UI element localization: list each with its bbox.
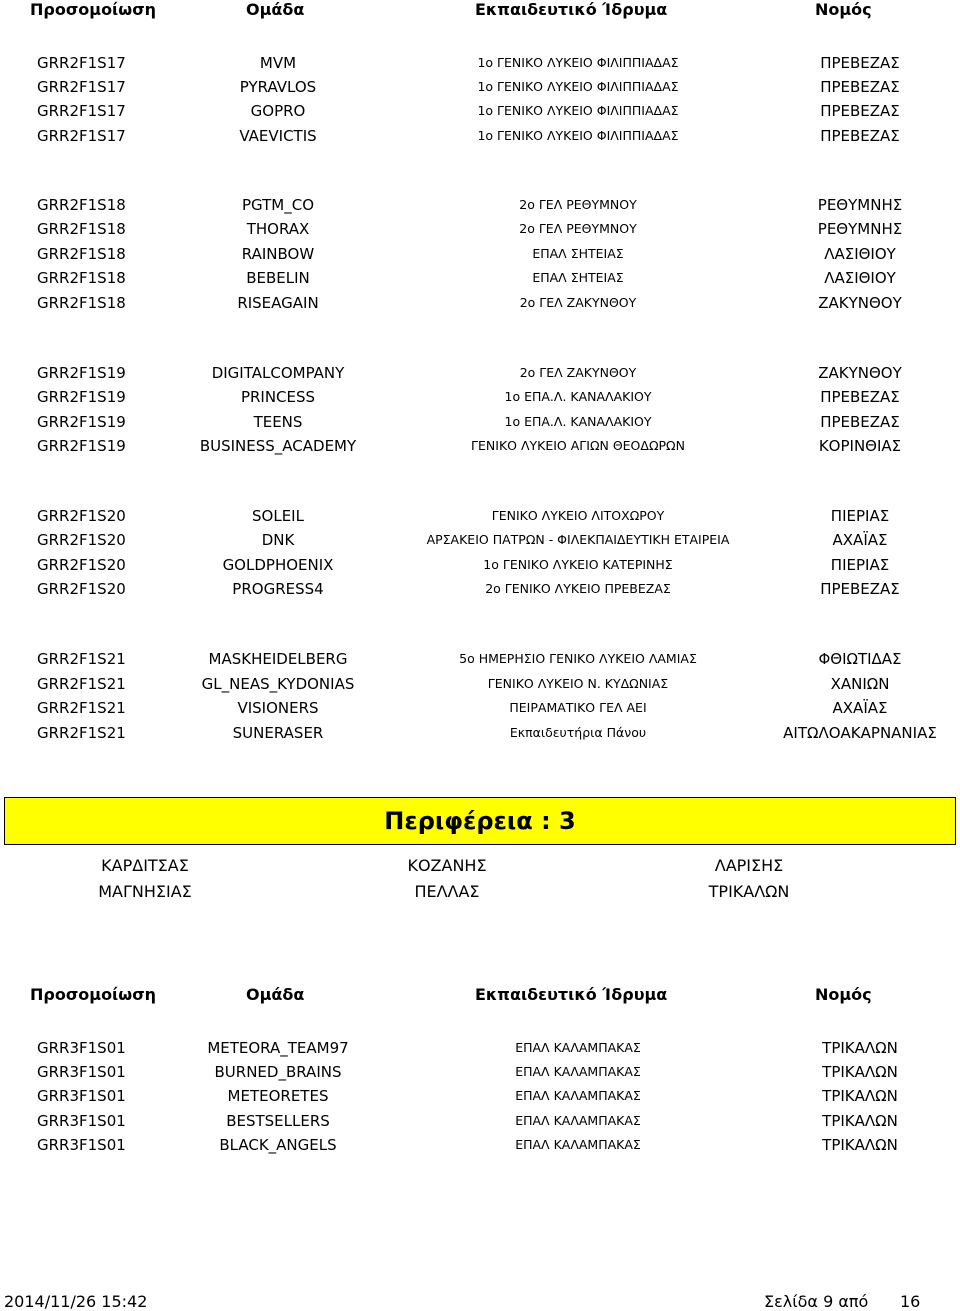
cell-team: VISIONERS — [237, 699, 319, 717]
cell-team: RISEAGAIN — [237, 294, 319, 312]
cell-prefecture: ΤΡΙΚΑΛΩΝ — [822, 1039, 898, 1057]
cell-team: VAEVICTIS — [239, 127, 317, 145]
cell-prefecture: ΠΙΕΡΙΑΣ — [830, 507, 890, 525]
cell-team: RAINBOW — [241, 245, 315, 263]
cell-team: BEBELIN — [246, 269, 310, 287]
cell-simulation: GRR2F1S19 — [37, 388, 126, 406]
cell-prefecture: ΛΑΣΙΘΙΟΥ — [824, 269, 896, 287]
cell-team: METEORA_TEAM97 — [207, 1039, 349, 1057]
prefecture-name: ΤΡΙΚΑΛΩΝ — [708, 882, 790, 901]
cell-prefecture: ΠΡΕΒΕΖΑΣ — [820, 78, 900, 96]
prefecture-name: ΚΑΡΔΙΤΣΑΣ — [101, 856, 189, 875]
table-row — [0, 52, 960, 76]
cell-prefecture: ΠΡΕΒΕΖΑΣ — [820, 127, 900, 145]
cell-team: DNK — [261, 531, 295, 549]
prefectures-row — [0, 881, 960, 905]
cell-simulation: GRR2F1S20 — [37, 531, 126, 549]
cell-simulation: GRR2F1S21 — [37, 675, 126, 693]
table-row — [0, 554, 960, 578]
cell-team: METEORETES — [227, 1087, 329, 1105]
footer-page-total: 16 — [900, 1292, 921, 1311]
cell-prefecture: ΑΙΤΩΛΟΑΚΑΡΝΑΝΙΑΣ — [783, 724, 937, 742]
cell-school: 2ο ΓΕΛ ΡΕΘΥΜΝΟΥ — [519, 221, 637, 236]
cell-simulation: GRR2F1S21 — [37, 650, 126, 668]
table-row — [0, 1110, 960, 1134]
cell-prefecture: ΖΑΚΥΝΘΟΥ — [818, 364, 902, 382]
cell-simulation: GRR2F1S18 — [37, 220, 126, 238]
cell-simulation: GRR2F1S18 — [37, 196, 126, 214]
cell-simulation: GRR3F1S01 — [37, 1039, 126, 1057]
table-row — [0, 648, 960, 672]
table-row — [0, 386, 960, 410]
cell-team: BURNED_BRAINS — [214, 1063, 342, 1081]
cell-team: GL_NEAS_KYDONIAS — [201, 675, 355, 693]
table-row — [0, 218, 960, 242]
cell-simulation: GRR2F1S21 — [37, 699, 126, 717]
cell-simulation: GRR2F1S17 — [37, 127, 126, 145]
cell-prefecture: ΠΙΕΡΙΑΣ — [830, 556, 890, 574]
column-header-school: Εκπαιδευτικό Ίδρυμα — [475, 985, 668, 1004]
cell-simulation: GRR2F1S18 — [37, 269, 126, 287]
prefecture-name: ΛΑΡΙΣΗΣ — [714, 856, 784, 875]
column-header-school: Εκπαιδευτικό Ίδρυμα — [475, 0, 668, 19]
table-row — [0, 76, 960, 100]
table-header — [0, 0, 960, 22]
cell-prefecture: ΖΑΚΥΝΘΟΥ — [818, 294, 902, 312]
cell-team: DIGITALCOMPANY — [211, 364, 345, 382]
cell-school: 1ο ΓΕΝΙΚΟ ΛΥΚΕΙΟ ΦΙΛΙΠΠΙΑΔΑΣ — [477, 79, 679, 94]
table-header — [0, 985, 960, 1007]
prefectures-row — [0, 855, 960, 879]
cell-simulation: GRR2F1S20 — [37, 556, 126, 574]
table-row — [0, 505, 960, 529]
cell-simulation: GRR2F1S20 — [37, 507, 126, 525]
table-row — [0, 1134, 960, 1158]
table-row — [0, 1037, 960, 1061]
cell-prefecture: ΠΡΕΒΕΖΑΣ — [820, 580, 900, 598]
cell-school: 2ο ΓΕΛ ΖΑΚΥΝΘΟΥ — [519, 365, 637, 380]
table-row — [0, 578, 960, 602]
region-title: Περιφέρεια : 3 — [384, 807, 576, 835]
cell-school: 2ο ΓΕΛ ΖΑΚΥΝΘΟΥ — [519, 295, 637, 310]
cell-school: 1ο ΓΕΝΙΚΟ ΛΥΚΕΙΟ ΦΙΛΙΠΠΙΑΔΑΣ — [477, 103, 679, 118]
cell-prefecture: ΠΡΕΒΕΖΑΣ — [820, 54, 900, 72]
table-row — [0, 292, 960, 316]
cell-team: GOLDPHOENIX — [222, 556, 334, 574]
cell-school: 5ο ΗΜΕΡΗΣΙΟ ΓΕΝΙΚΟ ΛΥΚΕΙΟ ΛΑΜΙΑΣ — [459, 651, 697, 666]
cell-team: PROGRESS4 — [232, 580, 324, 598]
cell-prefecture: ΡΕΘΥΜΝΗΣ — [817, 220, 903, 238]
cell-simulation: GRR3F1S01 — [37, 1063, 126, 1081]
cell-school: ΕΠΑΛ ΚΑΛΑΜΠΑΚΑΣ — [515, 1040, 641, 1055]
cell-prefecture: ΤΡΙΚΑΛΩΝ — [822, 1087, 898, 1105]
cell-school: ΕΠΑΛ ΣΗΤΕΙΑΣ — [532, 270, 624, 285]
cell-prefecture: ΡΕΘΥΜΝΗΣ — [817, 196, 903, 214]
table-row — [0, 673, 960, 697]
cell-simulation: GRR2F1S18 — [37, 245, 126, 263]
column-header-team: Ομάδα — [246, 985, 305, 1004]
cell-simulation: GRR2F1S17 — [37, 78, 126, 96]
cell-simulation: GRR2F1S17 — [37, 54, 126, 72]
cell-school: Εκπαιδευτήρια Πάνου — [509, 725, 647, 740]
cell-team: BLACK_ANGELS — [219, 1136, 337, 1154]
cell-team: TEENS — [253, 413, 303, 431]
table-row — [0, 529, 960, 553]
cell-team: BESTSELLERS — [226, 1112, 330, 1130]
cell-simulation: GRR3F1S01 — [37, 1136, 126, 1154]
cell-simulation: GRR2F1S18 — [37, 294, 126, 312]
cell-team: PYRAVLOS — [239, 78, 317, 96]
cell-prefecture: ΧΑΝΙΩΝ — [830, 675, 890, 693]
column-header-simulation: Προσομοίωση — [30, 985, 157, 1004]
cell-simulation: GRR2F1S19 — [37, 413, 126, 431]
column-header-team: Ομάδα — [246, 0, 305, 19]
table-row — [0, 194, 960, 218]
table-row — [0, 1061, 960, 1085]
cell-team: PGTM_CO — [241, 196, 315, 214]
column-header-simulation: Προσομοίωση — [30, 0, 157, 19]
cell-school: 1ο ΓΕΝΙΚΟ ΛΥΚΕΙΟ ΦΙΛΙΠΠΙΑΔΑΣ — [477, 128, 679, 143]
cell-team: THORAX — [246, 220, 310, 238]
cell-simulation: GRR2F1S21 — [37, 724, 126, 742]
cell-simulation: GRR2F1S17 — [37, 102, 126, 120]
table-row — [0, 125, 960, 149]
cell-prefecture: ΚΟΡΙΝΘΙΑΣ — [818, 437, 902, 455]
table-row — [0, 267, 960, 291]
cell-prefecture: ΤΡΙΚΑΛΩΝ — [822, 1112, 898, 1130]
table-row — [0, 362, 960, 386]
cell-prefecture: ΤΡΙΚΑΛΩΝ — [822, 1063, 898, 1081]
cell-prefecture: ΤΡΙΚΑΛΩΝ — [822, 1136, 898, 1154]
cell-team: MASKHEIDELBERG — [208, 650, 348, 668]
cell-school: ΕΠΑΛ ΚΑΛΑΜΠΑΚΑΣ — [515, 1088, 641, 1103]
cell-school: ΕΠΑΛ ΚΑΛΑΜΠΑΚΑΣ — [515, 1064, 641, 1079]
prefecture-name: ΜΑΓΝΗΣΙΑΣ — [98, 882, 192, 901]
column-header-prefecture: Νομός — [815, 985, 872, 1004]
cell-school: 1ο ΕΠΑ.Λ. ΚΑΝΑΛΑΚΙΟΥ — [504, 414, 652, 429]
cell-simulation: GRR3F1S01 — [37, 1087, 126, 1105]
cell-prefecture: ΑΧΑΪΑΣ — [832, 699, 888, 717]
table-row — [0, 435, 960, 459]
cell-prefecture: ΠΡΕΒΕΖΑΣ — [820, 102, 900, 120]
table-row — [0, 100, 960, 124]
cell-prefecture: ΑΧΑΪΑΣ — [832, 531, 888, 549]
column-header-prefecture: Νομός — [815, 0, 872, 19]
cell-school: 1ο ΓΕΝΙΚΟ ΛΥΚΕΙΟ ΚΑΤΕΡΙΝΗΣ — [483, 557, 673, 572]
cell-school: ΓΕΝΙΚΟ ΛΥΚΕΙΟ ΛΙΤΟΧΩΡΟΥ — [491, 508, 665, 523]
cell-school: ΓΕΝΙΚΟ ΛΥΚΕΙΟ Ν. ΚΥΔΩΝΙΑΣ — [487, 676, 669, 691]
cell-school: ΓΕΝΙΚΟ ΛΥΚΕΙΟ ΑΓΙΩΝ ΘΕΟΔΩΡΩΝ — [471, 438, 685, 453]
cell-prefecture: ΠΡΕΒΕΖΑΣ — [820, 413, 900, 431]
cell-school: 2ο ΓΕΛ ΡΕΘΥΜΝΟΥ — [519, 197, 637, 212]
prefecture-name: ΠΕΛΛΑΣ — [414, 882, 480, 901]
region-banner — [4, 797, 956, 845]
cell-prefecture: ΦΘΙΩΤΙΔΑΣ — [818, 650, 902, 668]
cell-school: 2ο ΓΕΝΙΚΟ ΛΥΚΕΙΟ ΠΡΕΒΕΖΑΣ — [485, 581, 671, 596]
cell-team: GOPRO — [250, 102, 306, 120]
footer-timestamp: 2014/11/26 15:42 — [4, 1292, 148, 1311]
table-row — [0, 411, 960, 435]
cell-simulation: GRR2F1S20 — [37, 580, 126, 598]
table-row — [0, 1085, 960, 1109]
table-row — [0, 722, 960, 746]
footer-page-label: Σελίδα 9 από — [764, 1292, 869, 1311]
cell-prefecture: ΛΑΣΙΘΙΟΥ — [824, 245, 896, 263]
cell-school: ΕΠΑΛ ΚΑΛΑΜΠΑΚΑΣ — [515, 1137, 641, 1152]
cell-school: ΠΕΙΡΑΜΑΤΙΚΟ ΓΕΛ ΑΕΙ — [509, 700, 647, 715]
cell-team: SUNERASER — [232, 724, 324, 742]
cell-team: SOLEIL — [252, 507, 304, 525]
cell-school: ΕΠΑΛ ΚΑΛΑΜΠΑΚΑΣ — [515, 1113, 641, 1128]
cell-school: ΑΡΣΑΚΕΙΟ ΠΑΤΡΩΝ - ΦΙΛΕΚΠΑΙΔΕΥΤΙΚΗ ΕΤΑΙΡΕΙΑ — [426, 532, 730, 547]
cell-prefecture: ΠΡΕΒΕΖΑΣ — [820, 388, 900, 406]
cell-team: MVM — [259, 54, 297, 72]
cell-simulation: GRR2F1S19 — [37, 364, 126, 382]
cell-school: 1ο ΓΕΝΙΚΟ ΛΥΚΕΙΟ ΦΙΛΙΠΠΙΑΔΑΣ — [477, 55, 679, 70]
cell-team: BUSINESS_ACADEMY — [199, 437, 357, 455]
cell-school: 1ο ΕΠΑ.Λ. ΚΑΝΑΛΑΚΙΟΥ — [504, 389, 652, 404]
cell-simulation: GRR2F1S19 — [37, 437, 126, 455]
table-row — [0, 243, 960, 267]
table-row — [0, 697, 960, 721]
cell-school: ΕΠΑΛ ΣΗΤΕΙΑΣ — [532, 246, 624, 261]
prefecture-name: ΚΟΖΑΝΗΣ — [407, 856, 487, 875]
cell-team: PRINCESS — [240, 388, 316, 406]
cell-simulation: GRR3F1S01 — [37, 1112, 126, 1130]
